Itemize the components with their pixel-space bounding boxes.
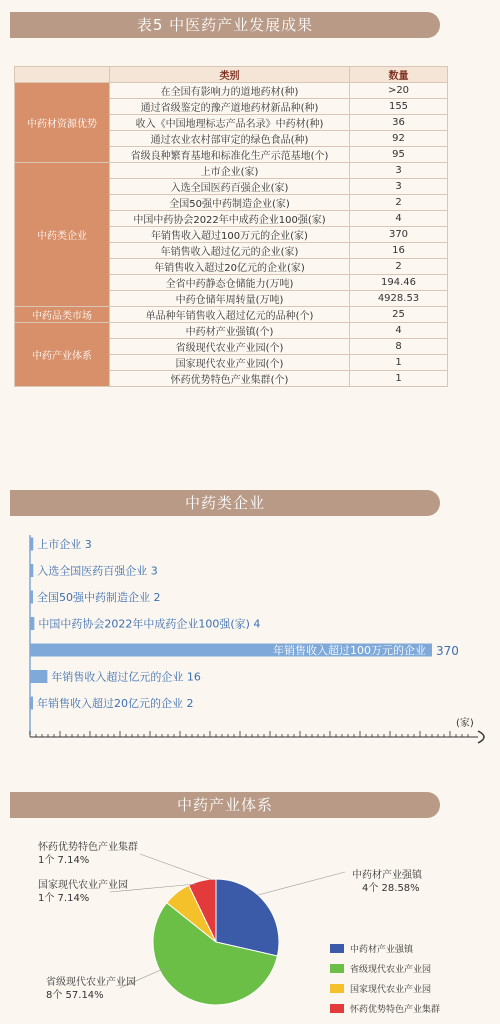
table-title: 表5 中医药产业发展成果 xyxy=(10,12,440,38)
header-blank xyxy=(15,67,110,83)
item-cell: 年销售收入超过亿元的企业(家) xyxy=(110,243,350,259)
qty-cell: 3 xyxy=(350,163,448,179)
item-cell: 中国中药协会2022年中成药企业100强(家) xyxy=(110,211,350,227)
item-cell: 中药材产业强镇(个) xyxy=(110,323,350,339)
qty-cell: 16 xyxy=(350,243,448,259)
bar-category-label: 年销售收入超过100万元的企业 xyxy=(273,644,426,657)
bar xyxy=(30,697,33,710)
item-cell: 年销售收入超过20亿元的企业(家) xyxy=(110,259,350,275)
legend-label: 国家现代农业产业园 xyxy=(350,985,432,995)
qty-cell: 3 xyxy=(350,179,448,195)
leader-line xyxy=(140,854,212,880)
bar-label: 年销售收入超过亿元的企业 16 xyxy=(51,670,201,684)
qty-cell: >20 xyxy=(350,83,448,99)
item-cell: 年销售收入超过100万元的企业(家) xyxy=(110,227,350,243)
bar-label: 入选全国医药百强企业 3 xyxy=(37,564,158,578)
header-qty: 数量 xyxy=(350,67,448,83)
qty-cell: 1 xyxy=(350,355,448,371)
table-row xyxy=(15,307,448,323)
bar xyxy=(30,617,34,630)
group-label: 中药产业体系 xyxy=(15,323,110,387)
bar-label: 中国中药协会2022年中成药企业100强(家) 4 xyxy=(38,617,261,631)
legend-label: 省级现代农业产业园 xyxy=(350,965,432,975)
pie-chart-title: 中药产业体系 xyxy=(10,792,440,818)
item-cell: 省级良种繁育基地和标准化生产示范基地(个) xyxy=(110,147,350,163)
qty-cell: 4 xyxy=(350,323,448,339)
group-label: 中药品类市场 xyxy=(15,307,110,323)
header-category: 类别 xyxy=(110,67,350,83)
qty-cell: 2 xyxy=(350,195,448,211)
slice-value-label: 8个 57.14% xyxy=(46,990,104,1001)
leader-line xyxy=(258,872,345,895)
item-cell: 收入《中国地理标志产品名录》中药材(种) xyxy=(110,115,350,131)
bar xyxy=(30,591,33,604)
legend-swatch xyxy=(330,944,344,953)
table-row xyxy=(15,163,448,179)
enterprise-bar-chart xyxy=(0,530,500,760)
item-cell: 中药仓储年周转量(万吨) xyxy=(110,291,350,307)
qty-cell: 95 xyxy=(350,147,448,163)
bar-label: 上市企业 3 xyxy=(37,538,92,551)
qty-cell: 36 xyxy=(350,115,448,131)
table-row xyxy=(15,323,448,339)
slice-category-label: 怀药优势特色产业集群 xyxy=(38,842,138,853)
qty-cell: 4 xyxy=(350,211,448,227)
qty-cell: 2 xyxy=(350,259,448,275)
legend-swatch xyxy=(330,1004,344,1013)
slice-value-label: 4个 28.58% xyxy=(362,883,420,894)
qty-cell: 4928.53 xyxy=(350,291,448,307)
bar xyxy=(30,670,47,683)
qty-cell: 92 xyxy=(350,131,448,147)
bar-chart-title: 中药类企业 xyxy=(10,490,440,516)
group-label: 中药材资源优势 xyxy=(15,83,110,163)
item-cell: 上市企业(家) xyxy=(110,163,350,179)
bar xyxy=(30,564,33,577)
group-label: 中药类企业 xyxy=(15,163,110,307)
slice-category-label: 中药材产业强镇 xyxy=(352,870,422,881)
slice-value-label: 1个 7.14% xyxy=(38,893,90,904)
slice-value-label: 1个 7.14% xyxy=(38,855,90,866)
qty-cell: 1 xyxy=(350,371,448,387)
qty-cell: 370 xyxy=(350,227,448,243)
slice-category-label: 省级现代农业产业园 xyxy=(46,977,136,988)
item-cell: 通过省级鉴定的豫产道地药材新品种(种) xyxy=(110,99,350,115)
item-cell: 全省中药静态仓储能力(万吨) xyxy=(110,275,350,291)
results-table xyxy=(14,66,447,387)
item-cell: 全国50强中药制造企业(家) xyxy=(110,195,350,211)
x-axis-arrow xyxy=(478,731,484,743)
legend-label: 怀药优势特色产业集群 xyxy=(350,1005,441,1015)
qty-cell: 194.46 xyxy=(350,275,448,291)
item-cell: 单品种年销售收入超过亿元的品种(个) xyxy=(110,307,350,323)
legend-label: 中药材产业强镇 xyxy=(350,945,414,955)
legend-swatch xyxy=(330,984,344,993)
bar-label: 年销售收入超过20亿元的企业 2 xyxy=(37,697,194,710)
bar-label: 全国50强中药制造企业 2 xyxy=(37,591,161,604)
legend-swatch xyxy=(330,964,344,973)
table-row xyxy=(15,83,448,99)
qty-cell: 25 xyxy=(350,307,448,323)
bar-value-label: 370 xyxy=(436,644,459,658)
item-cell: 省级现代农业产业园(个) xyxy=(110,339,350,355)
item-cell: 入选全国医药百强企业(家) xyxy=(110,179,350,195)
qty-cell: 8 xyxy=(350,339,448,355)
item-cell: 怀药优势特色产业集群(个) xyxy=(110,371,350,387)
bar xyxy=(30,538,33,551)
industry-system-pie-chart xyxy=(0,820,500,1024)
qty-cell: 155 xyxy=(350,99,448,115)
x-unit-label: (家) xyxy=(456,718,474,729)
slice-category-label: 国家现代农业产业园 xyxy=(38,880,128,891)
item-cell: 在全国有影响力的道地药材(种) xyxy=(110,83,350,99)
item-cell: 通过农业农村部审定的绿色食品(种) xyxy=(110,131,350,147)
item-cell: 国家现代农业产业园(个) xyxy=(110,355,350,371)
